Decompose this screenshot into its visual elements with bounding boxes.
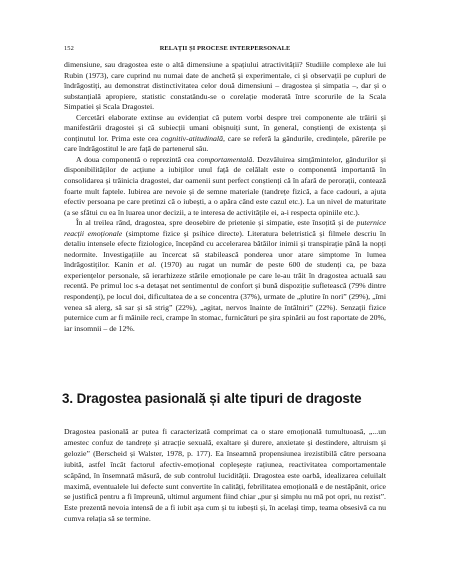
text-run: În al treilea rând, dragostea, spre deosebire de prietenie și simpatie, este însoțită și de <box>76 218 357 228</box>
running-head-title: RELAȚII ȘI PROCESE INTERPERSONALE <box>159 45 291 52</box>
emphasis-text: cognitiv-atitudinală <box>161 133 223 143</box>
paragraph <box>64 427 386 525</box>
page-number: 152 <box>64 45 74 52</box>
paragraph <box>64 60 386 113</box>
text-run: . Dezvăluirea simțămintelor, gândurilor și disponibilităților de acțiune a iubiților unul față de celălalt este o componentă importantă în consolidarea și trăinicia dragostei, dar oamenii sunt perfect conștienți că în afară de perorații, contează foarte mult faptele. Iubirea are nevoie și de semne materiale (tandrețe fizică, a face cadouri, a ajuta efectiv persoana pe care pretinzi că o iubești, a o apăra când este cazul etc.). La un nivel de maturitate (a se sfătui cu ea în luarea unor decizii, a te interesa de activitățile ei, a-i respecta opiniile etc.). <box>64 154 387 217</box>
section-heading: 3. Dragostea pasională și alte tipuri de dragoste <box>62 391 362 406</box>
text-run: Dragostea pasională ar putea fi caracterizată comprimat ca o stare emoțională tumultuoasă, „...un amestec confuz de tandrețe și atracție sexuală, exaltare și durere, anxietate și destindere, altruism și gelozie” (Berscheid și Walster, 1978, p. 177). Ea înseamnă propensiunea irezistibilă către persoana iubită, astfel încât factorul afectiv-emoțional copleșește rațiunea, reactivitatea comportamentale scăpând, în însemnată măsură, de sub controlul lucidității. Dragostea este oarbă, idealizarea celuilalt maximă, eventualele lui defecte sunt convertite în calități, febrilitatea emoțională e de nestăpânit, orice se justifică pentru a fi împreună, ultimul argument fiind chiar „pur și simplu nu mă pot opri, nu rezist”. Este prezentă nevoia intensă de a fi iubit așa cum și tu iubești și, în același timp, teama obsesivă ca nu cumva relația să se termine. <box>64 427 386 524</box>
body-text <box>64 60 386 334</box>
text-run: A doua componentă o reprezintă cea <box>76 154 198 164</box>
running-header <box>64 45 386 57</box>
emphasis-text: comportamentală <box>197 154 253 164</box>
text-run: , care se referă la gândurile, credințele, părerile pe care îndrăgostitul le are față de partenerul său. <box>64 133 386 154</box>
text-run: (1970) au rugat un număr de peste 600 de studenți ca, pe baza experiențelor personale, să ierarhizeze stările emoționale pe care le-au trăit în dragostea actuală sau recentă. Pe primul loc s-a detașat net sentimentul de confort și bună dispoziție sufletească (79% dintre respondenți), pe locul doi, dificultatea de a se concentra (37%), urmate de „plutire în nori” (29%), „îmi venea să alerg, să sar și să strig” (22%), „agitat, nervos înainte de întâlniri” (22%). Senzații fizice puternice cum ar fi mâinile reci, crampe în stomac, furnicături pe șira spinării au fost raportate de 20%, iar insomnii – de 12%. <box>64 260 386 333</box>
paragraph <box>64 218 386 334</box>
text-run: (simptome fizice și psihice directe). Literatura beletristică și filmele descriu în detaliu intensele efecte fiziologice, începând cu accelerarea bătăilor inimii și transpirație până la nopți nedormite. Investigațiile au încercat să stabilească ponderea unor atare simptome în lumea îndrăgostiților. Kanin <box>64 228 386 270</box>
emphasis-text: et al. <box>138 260 157 270</box>
text-run: dimensiune, sau dragostea este o altă dimensiune a spațiului atractivității? Studiile complexe ale lui Rubin (1973), care cuprind nu numai date de anchetă și experimentale, ci și observații pe cupluri de îndrăgostiți, au demonstrat distinctivitatea celor două dimensiuni – dragostea și simpatia –, dar și o substanțială apropiere, statistic constatându-se o corelație moderată între scorurile de la Scala Simpatiei și Scala Dragostei. <box>64 60 386 112</box>
section-body-text <box>64 427 386 525</box>
text-run: Cercetări elaborate extinse au evidențiat că putem vorbi despre trei componente ale trăirii și manifestării dragostei și că subiecții umani obișnuiți sunt, în general, conștienți de existența și conținutul lor. Prima este cea <box>64 112 386 143</box>
paragraph <box>64 155 386 218</box>
emphasis-text: puternice reacții emoționale <box>64 218 386 238</box>
paragraph <box>64 113 386 155</box>
